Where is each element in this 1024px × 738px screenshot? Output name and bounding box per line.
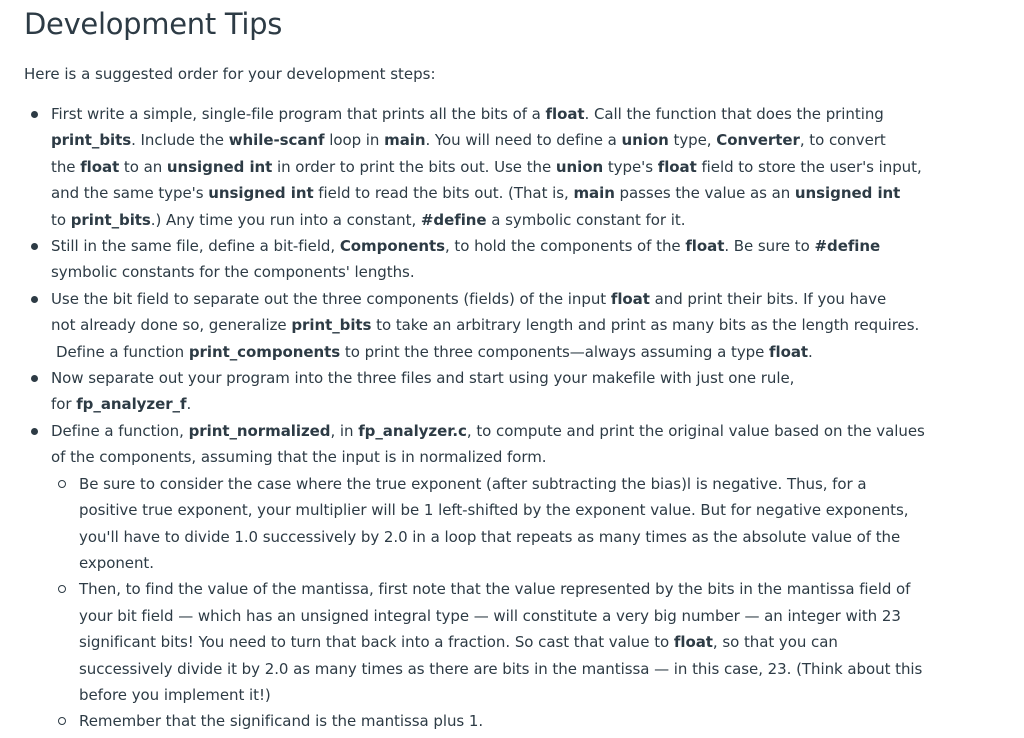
text-segment: in order to print the bits out. Use the [272, 157, 556, 176]
text-segment: and the same type's [51, 184, 209, 203]
text-segment: before you implement it!) [79, 685, 271, 704]
text-line [51, 207, 956, 233]
bold-term: print_bits [291, 316, 372, 335]
text-segment: your bit field — which has an unsigned integral type — will constitute a very big number — an integer with 23 [79, 606, 901, 625]
text-segment: of the components, assuming that the input is in normalized form. [51, 448, 547, 467]
text-segment: a symbolic constant for it. [486, 210, 686, 229]
circle-bullet-icon [58, 717, 66, 725]
bold-term: float [657, 157, 697, 176]
tip-item [26, 286, 956, 365]
bold-term: #define [420, 210, 487, 229]
text-segment: and print their bits. If you have [649, 289, 887, 308]
bold-term: float [80, 157, 120, 176]
text-line [79, 576, 956, 602]
bold-term: float [769, 342, 809, 361]
subtips-list [51, 471, 956, 735]
bold-term: fp_analyzer_f [76, 395, 187, 414]
text-line [79, 629, 956, 655]
text-segment: successively divide it by 2.0 as many times as there are bits in the mantissa — in this case, 23. (Think about this [79, 659, 923, 678]
bold-term: print_bits [51, 131, 132, 150]
bold-term: Converter [716, 131, 800, 150]
circle-bullet-icon [58, 585, 66, 593]
text-line [51, 101, 956, 127]
bold-term: float [610, 289, 650, 308]
text-segment: significant bits! You need to turn that back into a fraction. So cast that value to [79, 633, 674, 652]
text-segment: , in [330, 421, 359, 440]
bullet-icon [31, 111, 38, 118]
text-segment: to take an arbitrary length and print as many bits as the length requires. [371, 316, 920, 335]
bold-term: unsigned int [794, 184, 901, 203]
text-line [51, 365, 956, 391]
tip-item [26, 418, 956, 735]
bullet-icon [31, 428, 38, 435]
text-segment: . Be sure to [724, 237, 815, 256]
bold-term: main [573, 184, 615, 203]
text-line [51, 180, 956, 206]
bold-term: unsigned int [166, 157, 273, 176]
bullet-icon [31, 243, 38, 250]
text-line [51, 418, 956, 444]
text-segment: . Call the function that does the printing [584, 105, 884, 123]
text-line [51, 312, 956, 338]
bullet-icon [31, 296, 38, 303]
text-line [79, 603, 956, 629]
text-segment: . Include the [131, 131, 229, 150]
text-segment: Define a function [56, 342, 189, 361]
bold-term: fp_analyzer.c [358, 421, 467, 440]
text-line [79, 708, 956, 734]
text-line [79, 497, 956, 523]
text-line [51, 339, 956, 365]
bold-term: while-scanf [228, 131, 325, 150]
text-line [79, 682, 956, 708]
subtip-item [51, 576, 956, 708]
circle-bullet-icon [58, 480, 66, 488]
text-segment: , to compute and print the original value based on the values [466, 421, 925, 440]
text-segment: Then, to find the value of the mantissa, first note that the value represented by the bits in the mantissa field of [79, 580, 911, 599]
bold-term: main [384, 131, 426, 150]
text-line [51, 391, 956, 417]
text-line [51, 127, 956, 153]
text-segment: for [51, 395, 77, 414]
subtip-item [51, 471, 956, 577]
bold-term: union [621, 131, 669, 150]
text-segment: you'll have to divide 1.0 successively by 2.0 in a loop that repeats as many times as the absolute value of the [79, 527, 901, 546]
text-line [51, 259, 956, 285]
text-segment: Use the bit field to separate out the three components (fields) of the input [51, 289, 611, 308]
text-segment: not already done so, generalize [51, 316, 292, 335]
text-line [79, 550, 956, 576]
text-segment: loop in [324, 131, 385, 150]
text-segment: to [51, 210, 71, 229]
bold-term: print_bits [70, 210, 151, 229]
text-line [51, 154, 956, 180]
subtip-item [51, 708, 956, 734]
bold-term: Components [339, 237, 445, 256]
text-segment: Now separate out your program into the three files and start using your makefile with just one rule, [51, 369, 795, 388]
text-segment: , so that you can [712, 633, 838, 652]
text-segment: Still in the same file, define a bit-field, [51, 237, 340, 256]
text-line [51, 444, 956, 470]
text-line [79, 524, 956, 550]
bold-term: float [685, 237, 725, 256]
text-line [79, 656, 956, 682]
text-segment: Be sure to consider the case where the true exponent (after subtracting the bias)l is negative. Thus, for a [79, 474, 867, 493]
bold-term: union [555, 157, 604, 176]
bold-term: print_components [188, 342, 341, 361]
tip-item [26, 101, 956, 233]
text-line [51, 233, 956, 259]
text-line [51, 286, 956, 312]
text-segment: field to read the bits out. (That is, [313, 184, 574, 203]
text-segment: . [808, 342, 813, 361]
text-segment: Remember that the significand is the mantissa plus 1. [79, 712, 484, 731]
text-segment: First write a simple, single-file program that prints all the bits of a [51, 105, 546, 123]
text-segment: type, [668, 131, 717, 150]
tips-list [26, 101, 956, 735]
text-segment: , to convert [799, 131, 886, 150]
tip-item [26, 233, 956, 286]
text-segment: the [51, 157, 81, 176]
text-segment: .) Any time you run into a constant, [150, 210, 421, 229]
text-segment: , to hold the components of the [444, 237, 686, 256]
text-segment: exponent. [79, 553, 154, 572]
text-segment: positive true exponent, your multiplier will be 1 left-shifted by the exponent value. But for negative exponents, [79, 501, 909, 520]
text-segment: . [186, 395, 192, 414]
text-segment: type's [603, 157, 658, 176]
bold-term: print_normalized [188, 421, 331, 440]
page-title: Development Tips [24, 7, 283, 41]
text-segment: to print the three components—always assuming a type [340, 342, 770, 361]
text-segment: symbolic constants for the components' lengths. [51, 263, 415, 282]
text-segment: to an [119, 157, 167, 176]
bold-term: float [673, 633, 713, 652]
text-segment: passes the value as an [614, 184, 795, 203]
bold-term: unsigned int [208, 184, 314, 203]
text-line [79, 471, 956, 497]
tip-item [26, 365, 956, 418]
text-segment: field to store the user's input, [696, 157, 922, 176]
text-segment: . You will need to define a [425, 131, 622, 150]
bold-term: float [545, 105, 585, 123]
text-segment: Define a function, [51, 421, 189, 440]
intro-paragraph: Here is a suggested order for your development steps: [24, 65, 436, 83]
bold-term: #define [814, 237, 881, 256]
bullet-icon [31, 375, 38, 382]
